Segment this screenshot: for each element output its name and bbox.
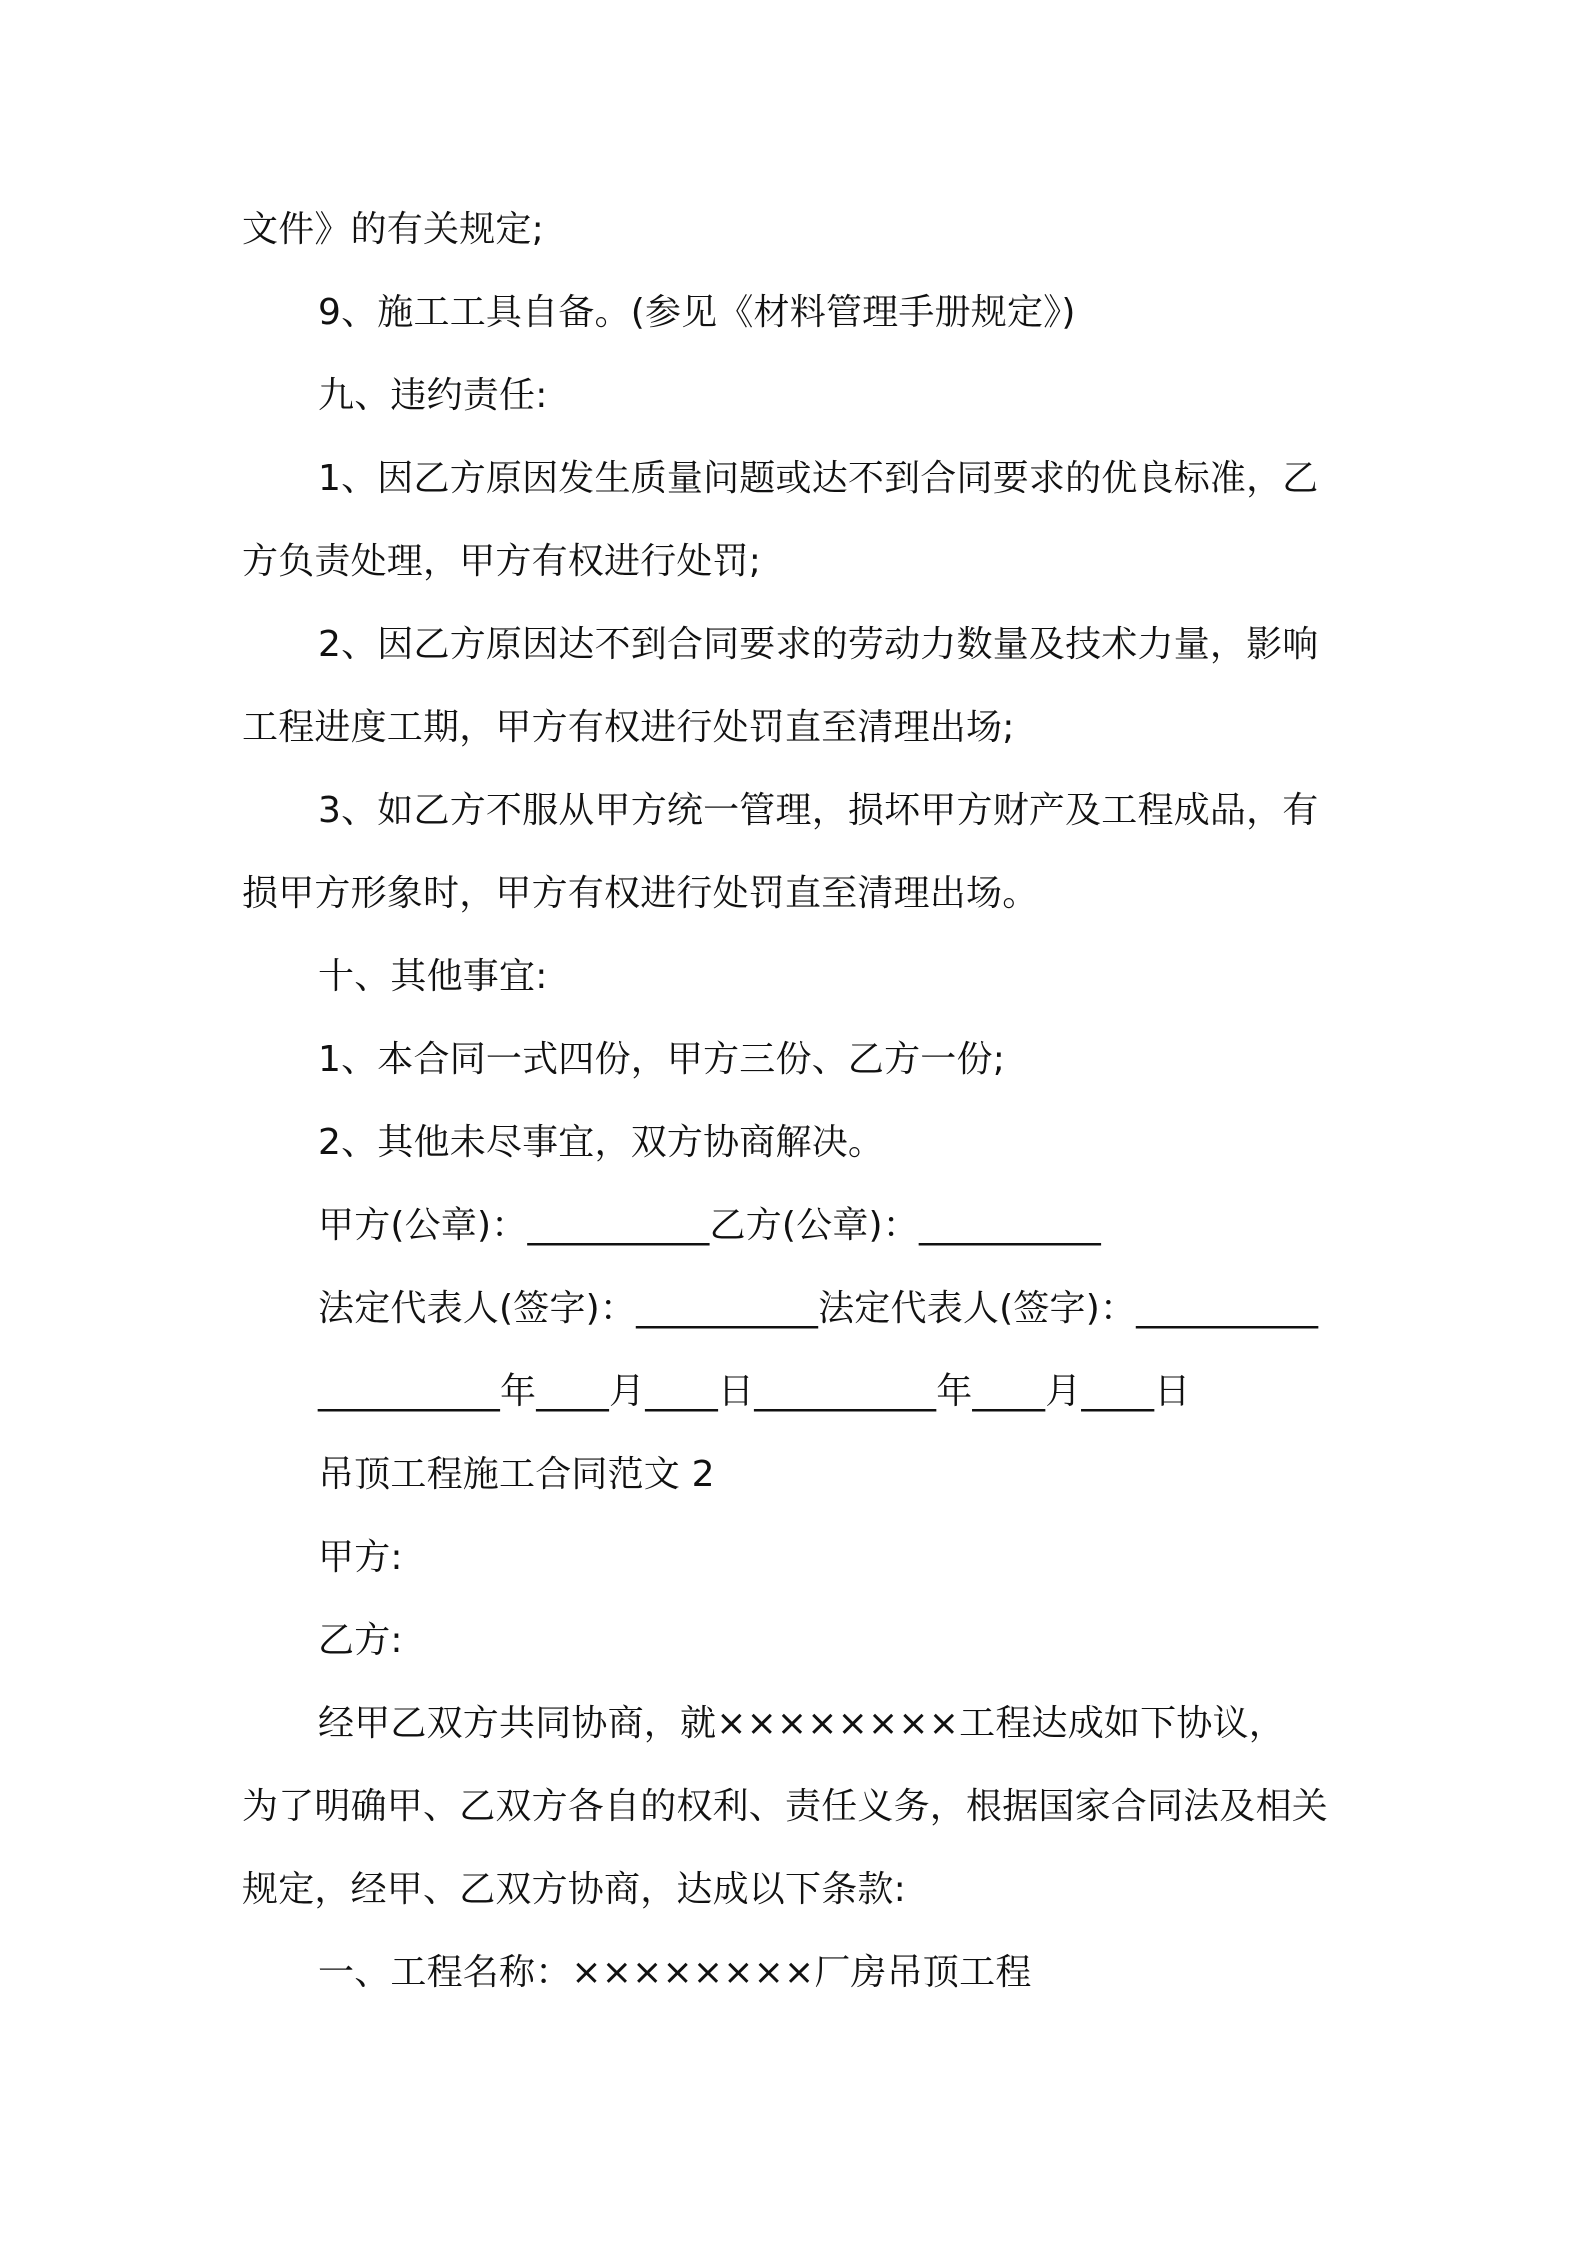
section-heading: 十、其他事宜: [318, 956, 548, 997]
text-line: 1、本合同一式四份，甲方三份、乙方一份; [318, 1039, 1006, 1080]
text-line: 2、其他未尽事宜，双方协商解决。 [318, 1122, 885, 1163]
text-line: 文件》的有关规定; [242, 209, 544, 250]
text-line: 3、如乙方不服从甲方统一管理，损坏甲方财产及工程成品，有 [318, 790, 1319, 831]
document-title: 吊顶工程施工合同范文 2 [318, 1454, 715, 1495]
date-line: __________年____月____日__________年____月____日 [318, 1371, 1191, 1412]
text-line: 工程进度工期，甲方有权进行处罚直至清理出场; [242, 707, 1015, 748]
text-line: 方负责处理，甲方有权进行处罚; [242, 541, 762, 582]
text-line: 1、因乙方原因发生质量问题或达不到合同要求的优良标准，乙 [318, 458, 1319, 499]
text-line: 规定，经甲、乙双方协商，达成以下条款: [242, 1869, 906, 1910]
text-line: 为了明确甲、乙双方各自的权利、责任义务，根据国家合同法及相关 [242, 1786, 1329, 1827]
party-a-label: 甲方: [318, 1537, 403, 1578]
text-line: 9、施工工具自备。(参见《材料管理手册规定》) [318, 292, 1076, 333]
text-line: 损甲方形象时，甲方有权进行处罚直至清理出场。 [242, 873, 1039, 914]
signature-line: 法定代表人(签字)：__________法定代表人(签字)：__________ [318, 1288, 1319, 1329]
section-heading: 一、工程名称：××××××××厂房吊顶工程 [318, 1952, 1032, 1993]
text-line: 经甲乙双方共同协商，就××××××××工程达成如下协议， [318, 1703, 1285, 1744]
party-b-label: 乙方: [318, 1620, 403, 1661]
signature-line: 甲方(公章)：__________乙方(公章)：__________ [318, 1205, 1101, 1246]
text-line: 2、因乙方原因达不到合同要求的劳动力数量及技术力量，影响 [318, 624, 1319, 665]
section-heading: 九、违约责任: [318, 375, 548, 416]
